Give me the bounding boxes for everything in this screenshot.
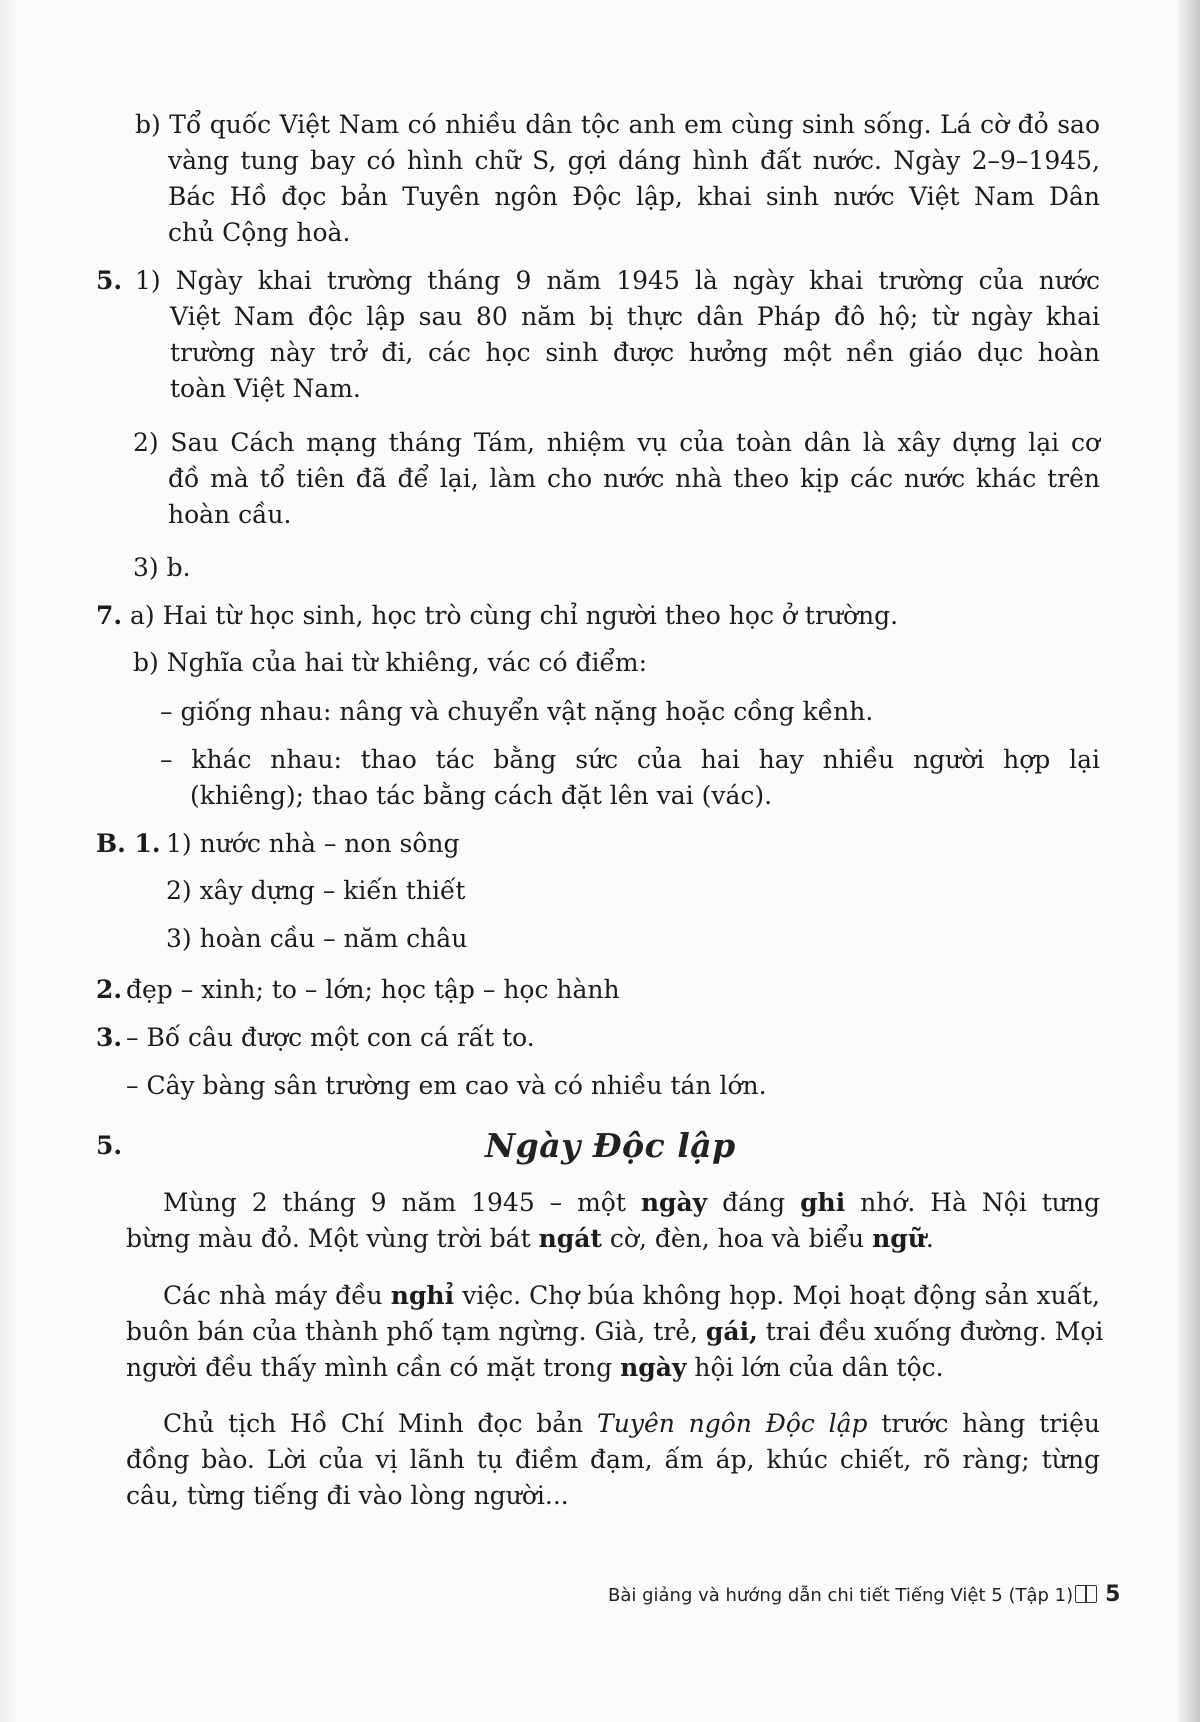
text-line: b) Tổ quốc Việt Nam có nhiều dân tộc anh em cùng sinh sống. Lá cờ đỏ sao [135,110,1100,139]
text-line: – giống nhau: nâng và chuyển vật nặng hoặc cồng kềnh. [160,697,874,726]
text-line: 1) Ngày khai trường tháng 9 năm 1945 là ngày khai trường của nước [135,266,1100,295]
text-line: buôn bán của thành phố tạm ngừng. Già, trẻ, gái, trai đều xuống đường. Mọi [126,1317,1104,1346]
book-icon [1075,1585,1097,1603]
text-line: đẹp – xinh; to – lớn; học tập – học hành [126,975,620,1004]
text-line: đồng bào. Lời của vị lãnh tụ điềm đạm, ấm áp, khúc chiết, rõ ràng; từng [126,1445,1100,1474]
question-number: 5. [96,266,123,295]
text-line: Mùng 2 tháng 9 năm 1945 – một ngày đáng ghi nhớ. Hà Nội tưng [163,1188,1100,1217]
text-line: 1) nước nhà – non sông [166,829,460,858]
text-line: Chủ tịch Hồ Chí Minh đọc bản Tuyên ngôn Độc lập trước hàng triệu [163,1409,1100,1438]
text-line: Các nhà máy đều nghỉ việc. Chợ búa không họp. Mọi hoạt động sản xuất, [163,1281,1101,1310]
page-footer [608,1580,1120,1611]
question-number: 3. [96,1023,123,1052]
text-line: người đều thấy mình cần có mặt trong ngày hội lớn của dân tộc. [126,1353,944,1382]
page-number: 5 [1105,1582,1121,1607]
text-line: – Bố câu được một con cá rất to. [126,1023,535,1052]
text-line: a) Hai từ học sinh, học trò cùng chỉ người theo học ở trường. [130,601,899,630]
text-line: câu, từng tiếng đi vào lòng người... [126,1481,569,1510]
text-line: Việt Nam độc lập sau 80 năm bị thực dân Pháp đô hộ; từ ngày khai [170,302,1100,331]
question-number: 7. [96,601,123,630]
text-line: 3) b. [133,553,191,582]
footer-book-title: Bài giảng và hướng dẫn chi tiết Tiếng Việt 5 (Tập 1) [608,1585,1074,1606]
text-line: bừng màu đỏ. Một vùng trời bát ngát cờ, đèn, hoa và biểu ngữ. [126,1224,934,1253]
text-line: (khiêng); thao tác bằng cách đặt lên vai (vác). [190,781,773,810]
text-line: – Cây bàng sân trường em cao và có nhiều tán lớn. [126,1071,767,1100]
text-line: hoàn cầu. [168,500,292,529]
text-line: trường này trở đi, các học sinh được hưởng một nền giáo dục hoàn [170,338,1100,367]
text-line: 2) xây dựng – kiến thiết [166,876,466,905]
text-line: Bác Hồ đọc bản Tuyên ngôn Độc lập, khai sinh nước Việt Nam Dân [168,182,1100,211]
dictation-title: Ngày Độc lập [485,1126,736,1165]
text-line: b) Nghĩa của hai từ khiêng, vác có điểm: [133,648,648,677]
text-line: vàng tung bay có hình chữ S, gợi dáng hình đất nước. Ngày 2–9–1945, [168,146,1100,175]
text-line: toàn Việt Nam. [170,374,361,403]
text-line: 3) hoàn cầu – năm châu [166,924,468,953]
section-label: B. 1. [96,829,161,858]
text-line: chủ Cộng hoà. [168,218,351,247]
text-line: 2) Sau Cách mạng tháng Tám, nhiệm vụ của toàn dân là xây dựng lại cơ [133,428,1100,457]
question-number: 5. [96,1131,123,1160]
question-number: 2. [96,975,123,1004]
text-line: – khác nhau: thao tác bằng sức của hai hay nhiều người hợp lại [160,745,1100,774]
text-line: đồ mà tổ tiên đã để lại, làm cho nước nhà theo kịp các nước khác trên [168,464,1100,493]
